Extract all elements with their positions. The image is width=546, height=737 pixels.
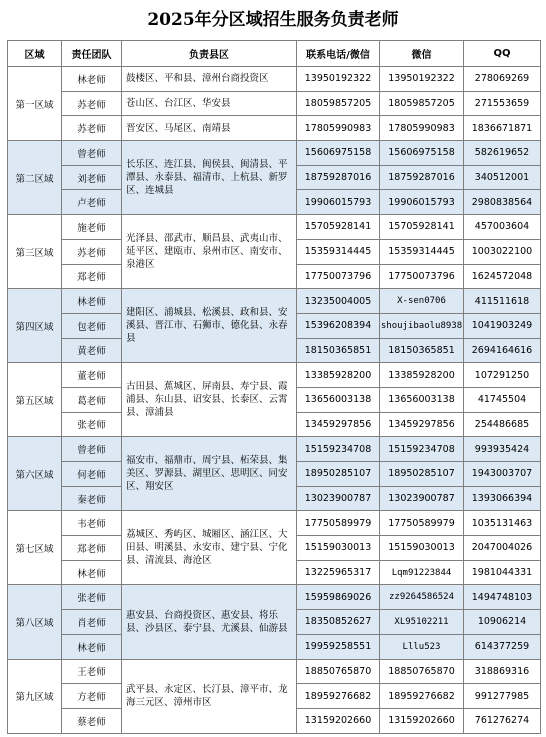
table-row (8, 511, 541, 536)
phone-cell: 13159202660 (297, 708, 380, 733)
teacher-name: 施老师 (62, 215, 122, 240)
phone-cell: 15159234708 (297, 437, 380, 462)
teacher-name: 曾老师 (62, 437, 122, 462)
teacher-name: 秦老师 (62, 486, 122, 511)
region-name: 第九区域 (8, 659, 62, 733)
qq-cell: 340512001 (464, 165, 541, 190)
table-header-row (8, 41, 541, 67)
wechat-cell: 13159202660 (380, 708, 464, 733)
wechat-cell: 13459297856 (380, 412, 464, 437)
qq-cell: 993935424 (464, 437, 541, 462)
phone-cell: 13385928200 (297, 363, 380, 388)
teacher-name: 王老师 (62, 659, 122, 684)
qq-cell: 761276274 (464, 708, 541, 733)
teacher-name: 董老师 (62, 363, 122, 388)
teacher-name: 郑老师 (62, 536, 122, 561)
region-name: 第六区域 (8, 437, 62, 511)
phone-cell: 13459297856 (297, 412, 380, 437)
wechat-cell: Lqm91223844 (380, 560, 464, 585)
phone-cell: 18950285107 (297, 462, 380, 487)
wechat-cell: 13385928200 (380, 363, 464, 388)
teacher-name: 蔡老师 (62, 708, 122, 733)
qq-cell: 278069269 (464, 67, 541, 92)
teacher-name: 黄老师 (62, 338, 122, 363)
qq-cell: 1003022100 (464, 239, 541, 264)
area-list: 惠安县、台商投资区、惠安县、将乐县、沙县区、泰宁县、尤溪县、仙游县 (122, 585, 297, 659)
teacher-name: 林老师 (62, 560, 122, 585)
teacher-name: 何老师 (62, 462, 122, 487)
qq-cell: 1035131463 (464, 511, 541, 536)
teacher-name: 苏老师 (62, 239, 122, 264)
qq-cell: 1624572048 (464, 264, 541, 289)
wechat-cell: shoujibaolu8938 (380, 313, 464, 338)
table-row (8, 437, 541, 462)
header-region: 区域 (8, 41, 62, 67)
header-team: 责任团队 (62, 41, 122, 67)
region-name: 第五区域 (8, 363, 62, 437)
phone-cell: 15959869026 (297, 585, 380, 610)
teacher-name: 林老师 (62, 634, 122, 659)
table-row (8, 67, 541, 92)
qq-cell: 10906214 (464, 610, 541, 635)
region-name: 第八区域 (8, 585, 62, 659)
qq-cell: 1494748103 (464, 585, 541, 610)
phone-cell: 17805990983 (297, 116, 380, 141)
table-row (8, 363, 541, 388)
wechat-cell: 18950285107 (380, 462, 464, 487)
table-row (8, 116, 541, 141)
area-list: 建阳区、浦城县、松溪县、政和县、安溪县、晋江市、石狮市、德化县、永春县 (122, 289, 297, 363)
area-list: 晋安区、马尾区、南靖县 (122, 116, 297, 141)
qq-cell: 41745504 (464, 387, 541, 412)
qq-cell: 1943003707 (464, 462, 541, 487)
wechat-cell: 13656003138 (380, 387, 464, 412)
wechat-cell: 17805990983 (380, 116, 464, 141)
phone-cell: 18059857205 (297, 91, 380, 116)
qq-cell: 107291250 (464, 363, 541, 388)
wechat-cell: 18150365851 (380, 338, 464, 363)
area-list: 鼓楼区、平和县、漳州台商投资区 (122, 67, 297, 92)
phone-cell: 18759287016 (297, 165, 380, 190)
area-list: 武平县、永定区、长汀县、漳平市、龙海三元区、漳州市区 (122, 659, 297, 733)
phone-cell: 15705928141 (297, 215, 380, 240)
region-name: 第二区域 (8, 141, 62, 215)
region-name: 第七区域 (8, 511, 62, 585)
wechat-cell: 15606975158 (380, 141, 464, 166)
teacher-name: 张老师 (62, 412, 122, 437)
wechat-cell: 15705928141 (380, 215, 464, 240)
header-phone: 联系电话/微信 (297, 41, 380, 67)
phone-cell: 19906015793 (297, 190, 380, 215)
wechat-cell: 18059857205 (380, 91, 464, 116)
teacher-name: 林老师 (62, 289, 122, 314)
qq-cell: 2047004026 (464, 536, 541, 561)
qq-cell: 1981044331 (464, 560, 541, 585)
teacher-name: 方老师 (62, 684, 122, 709)
wechat-cell: 13023900787 (380, 486, 464, 511)
wechat-cell: 15159030013 (380, 536, 464, 561)
qq-cell: 318869316 (464, 659, 541, 684)
qq-cell: 991277985 (464, 684, 541, 709)
header-areas: 负责县区 (122, 41, 297, 67)
wechat-cell: Lllu523 (380, 634, 464, 659)
teacher-name: 苏老师 (62, 91, 122, 116)
header-qq: QQ (464, 41, 541, 67)
wechat-cell: 13950192322 (380, 67, 464, 92)
wechat-cell: 18959276682 (380, 684, 464, 709)
region-name: 第一区域 (8, 67, 62, 141)
phone-cell: 17750073796 (297, 264, 380, 289)
table-row (8, 659, 541, 684)
phone-cell: 18850765870 (297, 659, 380, 684)
phone-cell: 18150365851 (297, 338, 380, 363)
teacher-name: 葛老师 (62, 387, 122, 412)
region-name: 第三区域 (8, 215, 62, 289)
wechat-cell: zz9264586524 (380, 585, 464, 610)
phone-cell: 13656003138 (297, 387, 380, 412)
area-list: 福安市、福鼎市、周宁县、柘荣县、集美区、罗源县、湖里区、思明区、同安区、翔安区 (122, 437, 297, 511)
table-row (8, 91, 541, 116)
qq-cell: 614377259 (464, 634, 541, 659)
phone-cell: 18959276682 (297, 684, 380, 709)
table-row (8, 585, 541, 610)
phone-cell: 13950192322 (297, 67, 380, 92)
teacher-name: 卢老师 (62, 190, 122, 215)
wechat-cell: 18759287016 (380, 165, 464, 190)
qq-cell: 271553659 (464, 91, 541, 116)
qq-cell: 411511618 (464, 289, 541, 314)
wechat-cell: 17750589979 (380, 511, 464, 536)
qq-cell: 2694164616 (464, 338, 541, 363)
teacher-table (7, 40, 541, 734)
area-list: 荔城区、秀屿区、城厢区、涵江区、大田县、明溪县、永安市、建宁县、宁化县、清流县、海沧区 (122, 511, 297, 585)
teacher-name: 韦老师 (62, 511, 122, 536)
phone-cell: 18350852627 (297, 610, 380, 635)
teacher-name: 包老师 (62, 313, 122, 338)
wechat-cell: XL95102211 (380, 610, 464, 635)
qq-cell: 254486685 (464, 412, 541, 437)
phone-cell: 19959258551 (297, 634, 380, 659)
qq-cell: 1393066394 (464, 486, 541, 511)
teacher-name: 苏老师 (62, 116, 122, 141)
phone-cell: 15359314445 (297, 239, 380, 264)
wechat-cell: X-sen0706 (380, 289, 464, 314)
teacher-name: 刘老师 (62, 165, 122, 190)
wechat-cell: 19906015793 (380, 190, 464, 215)
teacher-name: 曾老师 (62, 141, 122, 166)
header-wechat: 微信 (380, 41, 464, 67)
wechat-cell: 18850765870 (380, 659, 464, 684)
teacher-name: 肖老师 (62, 610, 122, 635)
qq-cell: 457003604 (464, 215, 541, 240)
table-row (8, 289, 541, 314)
wechat-cell: 15359314445 (380, 239, 464, 264)
table-row (8, 215, 541, 240)
teacher-name: 郑老师 (62, 264, 122, 289)
qq-cell: 1836671871 (464, 116, 541, 141)
area-list: 长乐区、连江县、闽侯县、闽清县、平潭县、永泰县、福清市、上杭县、新罗区、连城县 (122, 141, 297, 215)
teacher-name: 张老师 (62, 585, 122, 610)
area-list: 苍山区、台江区、华安县 (122, 91, 297, 116)
phone-cell: 15396208394 (297, 313, 380, 338)
wechat-cell: 17750073796 (380, 264, 464, 289)
region-name: 第四区域 (8, 289, 62, 363)
phone-cell: 17750589979 (297, 511, 380, 536)
phone-cell: 13235004005 (297, 289, 380, 314)
table-row (8, 141, 541, 166)
wechat-cell: 15159234708 (380, 437, 464, 462)
area-list: 古田县、蕉城区、屏南县、寿宁县、霞浦县、东山县、诏安县、长泰区、云霄县、漳浦县 (122, 363, 297, 437)
page-title: 2025年分区域招生服务负责老师 (147, 10, 399, 30)
qq-cell: 582619652 (464, 141, 541, 166)
area-list: 光泽县、邵武市、顺昌县、武夷山市、延平区、建瓯市、泉州市区、南安市、泉港区 (122, 215, 297, 289)
qq-cell: 2980838564 (464, 190, 541, 215)
teacher-name: 林老师 (62, 67, 122, 92)
qq-cell: 1041903249 (464, 313, 541, 338)
phone-cell: 15606975158 (297, 141, 380, 166)
phone-cell: 13023900787 (297, 486, 380, 511)
phone-cell: 13225965317 (297, 560, 380, 585)
phone-cell: 15159030013 (297, 536, 380, 561)
